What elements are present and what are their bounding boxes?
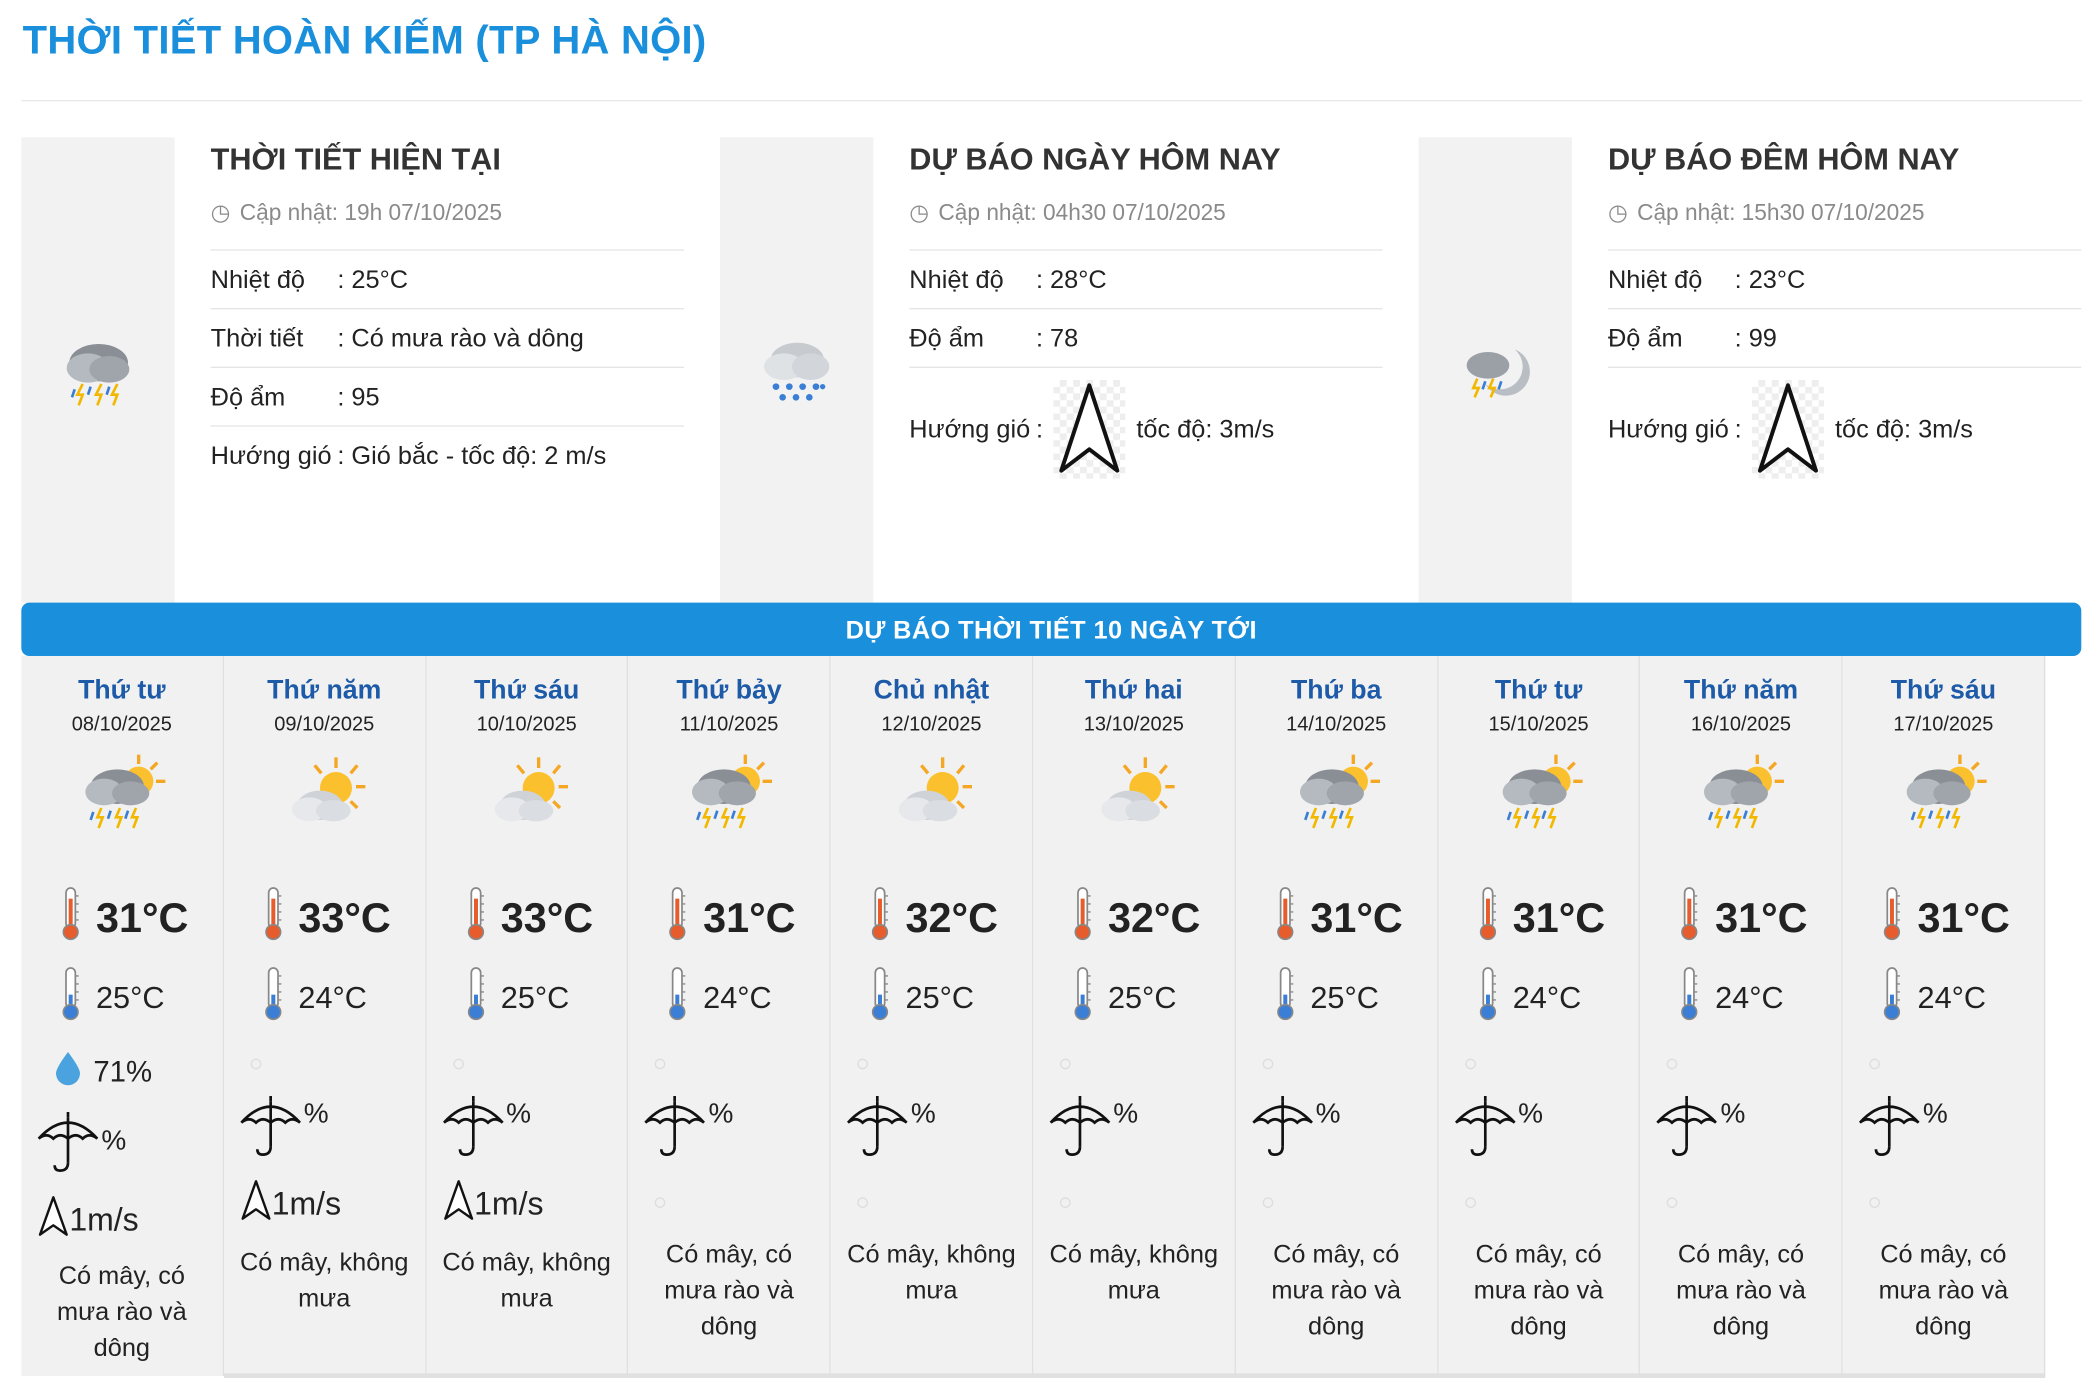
temp-value: : 23°C	[1734, 266, 1806, 295]
umbrella-icon	[642, 1093, 709, 1168]
humidity-label: Độ ẩm	[909, 325, 984, 354]
day-card	[426, 656, 628, 1376]
thermometer-high-icon	[261, 885, 285, 952]
wind-placeholder-icon	[1465, 1197, 1476, 1208]
humidity-label: Độ ẩm	[1607, 325, 1683, 354]
umbrella-icon	[237, 1093, 304, 1168]
weather-description: Có mây, không mưa	[442, 1249, 611, 1314]
umbrella-icon	[1451, 1093, 1518, 1168]
umbrella-icon	[1856, 1093, 1923, 1168]
rain-chance: %	[910, 1098, 936, 1130]
temp-low: 24°C	[1917, 979, 1987, 1014]
thunderstorm-icon	[1696, 752, 1787, 841]
partly-cloudy-icon	[1089, 752, 1180, 841]
day-card	[1438, 656, 1640, 1376]
rain-cloud-icon	[757, 330, 837, 410]
day-date: 10/10/2025	[476, 713, 577, 736]
temp-low: 25°C	[500, 979, 570, 1014]
clock-icon: ◷	[1607, 199, 1628, 225]
day-name: Thứ năm	[267, 675, 382, 706]
temp-low: 24°C	[1512, 979, 1582, 1014]
temp-label: Nhiệt độ	[1607, 266, 1703, 295]
thunderstorm-icon	[77, 752, 168, 841]
day-name: Thứ bảy	[676, 675, 782, 706]
rain-chance: %	[1720, 1098, 1746, 1130]
panel-title: DỰ BÁO NGÀY HÔM NAY	[909, 141, 1281, 176]
rain-chance: %	[1922, 1098, 1948, 1130]
wind-value: : Gió bắc - tốc độ: 2 m/s	[337, 442, 607, 471]
humidity-value: 71%	[93, 1054, 153, 1088]
day-date: 12/10/2025	[881, 713, 982, 736]
temp-value: : 25°C	[337, 266, 409, 295]
day-name: Thứ năm	[1683, 675, 1799, 706]
humidity-placeholder-icon	[1667, 1059, 1678, 1070]
humidity-placeholder-icon	[1465, 1059, 1476, 1070]
humidity-placeholder-icon	[250, 1059, 261, 1070]
humidity-placeholder-icon	[1060, 1059, 1071, 1070]
umbrella-icon	[35, 1109, 102, 1184]
wind-placeholder-icon	[655, 1197, 666, 1208]
weather-description: Có mây, có mưa rào và dông	[1878, 1241, 2009, 1342]
temp-high: 31°C	[1917, 894, 2010, 942]
thermometer-low-icon	[1880, 965, 1904, 1029]
temp-low: 24°C	[1715, 979, 1784, 1014]
temp-low: 25°C	[1107, 979, 1177, 1014]
tonight-icon-column	[1419, 137, 1572, 602]
wind-label: Hướng gió	[909, 415, 1031, 444]
thermometer-high-icon	[1880, 885, 1904, 952]
humidity-drop-icon	[53, 1049, 82, 1094]
temp-high: 33°C	[298, 894, 391, 942]
day-card	[224, 656, 426, 1376]
panel-title: THỜI TIẾT HIỆN TẠI	[210, 141, 501, 176]
day-card	[831, 656, 1033, 1376]
rain-chance: %	[1518, 1098, 1543, 1130]
tonight-forecast-panel	[1419, 137, 2082, 602]
umbrella-icon	[439, 1093, 506, 1168]
partly-cloudy-icon	[887, 752, 978, 841]
humidity-placeholder-icon	[655, 1059, 666, 1070]
today-icon-column	[720, 137, 873, 602]
wind-placeholder-icon	[1262, 1197, 1273, 1208]
thermometer-low-icon	[1071, 965, 1095, 1029]
wind-colon: :	[1734, 415, 1742, 444]
thermometer-high-icon	[666, 885, 690, 952]
divider	[21, 100, 2082, 101]
temp-label: Nhiệt độ	[909, 266, 1004, 295]
wind-placeholder-icon	[858, 1197, 869, 1208]
weather-label: Thời tiết	[210, 325, 304, 354]
temp-value: : 28°C	[1035, 266, 1107, 295]
day-name: Thứ tư	[78, 675, 166, 706]
forecast-header: DỰ BÁO THỜI TIẾT 10 NGÀY TỚI	[21, 603, 2081, 656]
wind-label: Hướng gió	[210, 442, 332, 471]
temp-high: 31°C	[95, 894, 189, 942]
clock-icon: ◷	[909, 199, 930, 225]
temp-high: 32°C	[905, 894, 998, 942]
thermometer-high-icon	[1475, 885, 1499, 952]
humidity-placeholder-icon	[453, 1059, 464, 1070]
thermometer-high-icon	[868, 885, 892, 952]
day-card	[1640, 656, 1842, 1376]
ten-day-forecast	[21, 656, 2045, 1376]
thermometer-high-icon	[1678, 885, 1702, 952]
day-name: Thứ ba	[1290, 675, 1382, 706]
thermometer-high-icon	[1071, 885, 1095, 952]
wind-colon: :	[1035, 415, 1044, 444]
temp-high: 32°C	[1107, 894, 1201, 942]
weather-description: Có mây, có mưa rào và dông	[1676, 1241, 1806, 1342]
humidity-placeholder-icon	[858, 1059, 869, 1070]
day-date: 17/10/2025	[1893, 713, 1994, 736]
day-date: 15/10/2025	[1488, 713, 1589, 736]
updated-time: Cập nhật: 04h30 07/10/2025	[938, 199, 1226, 225]
day-card	[1236, 656, 1438, 1376]
day-date: 13/10/2025	[1083, 713, 1184, 736]
weather-value: : Có mưa rào và dông	[337, 325, 584, 354]
wind-arrow-icon	[37, 1195, 69, 1247]
thermometer-high-icon	[59, 885, 83, 952]
temp-high: 31°C	[1715, 894, 1808, 942]
weather-description: Có mây, có mưa rào và dông	[57, 1262, 187, 1363]
thermometer-low-icon	[666, 965, 690, 1029]
humidity-label: Độ ẩm	[210, 383, 286, 412]
umbrella-icon	[1654, 1093, 1721, 1168]
day-date: 11/10/2025	[679, 713, 779, 736]
thermometer-high-icon	[1273, 885, 1297, 952]
temp-low: 25°C	[905, 979, 975, 1014]
thunderstorm-icon	[1899, 752, 1990, 841]
rain-chance: %	[303, 1098, 329, 1130]
thunderstorm-icon	[685, 752, 776, 841]
current-icon-column	[21, 137, 174, 602]
day-name: Thứ hai	[1084, 675, 1183, 706]
wind-arrow-icon	[442, 1179, 474, 1231]
rain-chance: %	[1113, 1098, 1139, 1130]
umbrella-icon	[1249, 1093, 1316, 1168]
page-title: THỜI TIẾT HOÀN KIẾM (TP HÀ NỘI)	[22, 18, 707, 63]
wind-speed: 1m/s	[69, 1201, 139, 1238]
day-name: Thứ sáu	[1890, 675, 1996, 706]
wind-arrow-icon	[240, 1179, 272, 1231]
thermometer-low-icon	[1678, 965, 1702, 1029]
temp-label: Nhiệt độ	[210, 266, 306, 295]
day-name: Thứ sáu	[474, 675, 580, 706]
humidity-value: : 78	[1035, 325, 1079, 354]
wind-direction-arrow-icon	[1054, 380, 1126, 479]
day-card	[21, 656, 223, 1376]
night-thunderstorm-icon	[1455, 330, 1535, 410]
weather-description: Có mây, có mưa rào và dông	[1473, 1241, 1604, 1342]
thermometer-low-icon	[868, 965, 892, 1029]
day-card	[629, 656, 831, 1376]
wind-speed: tốc độ: 3m/s	[1136, 415, 1275, 444]
temp-low: 25°C	[1310, 979, 1379, 1014]
temp-low: 24°C	[703, 979, 772, 1014]
weather-description: Có mây, có mưa rào và dông	[664, 1241, 794, 1342]
thermometer-low-icon	[1273, 965, 1297, 1029]
day-card	[1843, 656, 2045, 1376]
divider	[224, 1373, 2045, 1378]
rain-chance: %	[1315, 1098, 1341, 1130]
rain-chance: %	[101, 1125, 127, 1156]
day-date: 16/10/2025	[1690, 713, 1792, 736]
thermometer-low-icon	[463, 965, 487, 1029]
day-name: Thứ tư	[1494, 675, 1583, 706]
partly-cloudy-icon	[280, 752, 371, 841]
temp-high: 31°C	[1310, 894, 1403, 942]
humidity-placeholder-icon	[1870, 1059, 1881, 1070]
weather-description: Có mây, có mưa rào và dông	[1271, 1241, 1402, 1342]
temp-high: 33°C	[500, 894, 594, 942]
thermometer-low-icon	[261, 965, 285, 1029]
thunderstorm-icon	[1494, 752, 1585, 841]
day-name: Chủ nhật	[873, 675, 990, 706]
humidity-value: : 95	[337, 383, 380, 412]
wind-placeholder-icon	[1060, 1197, 1071, 1208]
thermometer-low-icon	[59, 965, 83, 1029]
rain-chance: %	[506, 1098, 532, 1130]
wind-speed: 1m/s	[474, 1185, 544, 1222]
clock-icon: ◷	[210, 199, 231, 225]
wind-placeholder-icon	[1667, 1197, 1678, 1208]
thermometer-low-icon	[1475, 965, 1499, 1029]
day-date: 14/10/2025	[1286, 713, 1387, 736]
umbrella-icon	[844, 1093, 911, 1168]
thunderstorm-cloud-icon	[58, 330, 138, 410]
weather-description: Có mây, không mưa	[239, 1249, 409, 1314]
humidity-placeholder-icon	[1262, 1059, 1273, 1070]
wind-direction-arrow-icon	[1752, 380, 1824, 479]
panel-title: DỰ BÁO ĐÊM HÔM NAY	[1607, 141, 1960, 176]
rain-chance: %	[708, 1098, 734, 1130]
wind-speed: 1m/s	[271, 1185, 342, 1222]
today-forecast-panel	[720, 137, 1400, 602]
wind-placeholder-icon	[1870, 1197, 1881, 1208]
weather-description: Có mây, không mưa	[847, 1241, 1016, 1306]
thunderstorm-icon	[1292, 752, 1383, 841]
temp-low: 24°C	[298, 979, 367, 1014]
temp-high: 31°C	[703, 894, 796, 942]
current-weather-panel	[21, 137, 701, 602]
day-card	[1033, 656, 1235, 1376]
partly-cloudy-icon	[482, 752, 573, 841]
wind-label: Hướng gió	[1607, 415, 1729, 444]
day-date: 09/10/2025	[274, 713, 375, 736]
thermometer-high-icon	[463, 885, 487, 952]
weather-description: Có mây, không mưa	[1049, 1241, 1219, 1306]
umbrella-icon	[1047, 1093, 1114, 1168]
wind-speed: tốc độ: 3m/s	[1834, 415, 1973, 444]
updated-time: Cập nhật: 19h 07/10/2025	[239, 199, 502, 225]
temp-high: 31°C	[1512, 894, 1606, 942]
humidity-value: : 99	[1734, 325, 1777, 354]
temp-low: 25°C	[95, 979, 165, 1014]
day-date: 08/10/2025	[71, 713, 172, 736]
updated-time: Cập nhật: 15h30 07/10/2025	[1637, 199, 1925, 225]
